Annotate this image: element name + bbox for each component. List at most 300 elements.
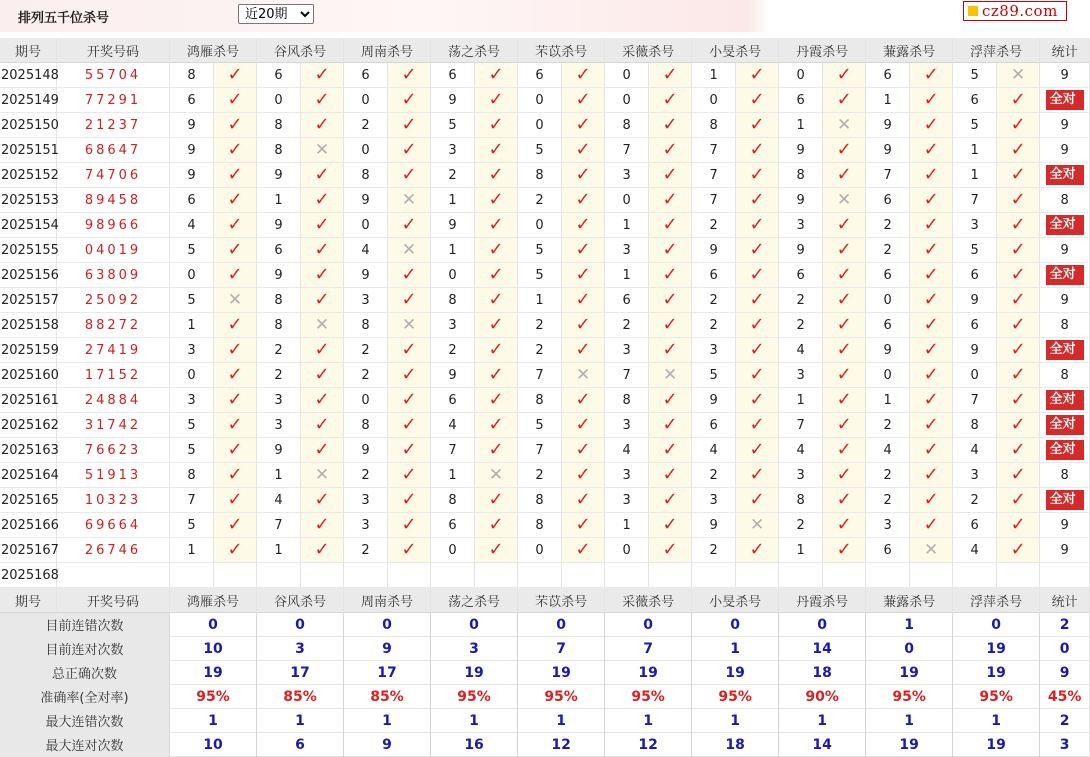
kill-number-cell: 0 [605, 63, 649, 88]
stat-cell: 9 [1040, 63, 1090, 88]
result-mark-cell [388, 438, 431, 463]
draw-number-cell: 31742 [57, 413, 170, 438]
result-mark-cell [301, 213, 344, 238]
stats-value: 19 [170, 661, 257, 685]
kill-number-cell: 6 [170, 188, 214, 213]
result-mark-cell [997, 163, 1040, 188]
stats-label: 目前连对次数 [0, 637, 170, 661]
result-mark-cell [562, 288, 605, 313]
result-mark-cell [388, 63, 431, 88]
kill-number-cell: 8 [518, 488, 562, 513]
check-icon: ✓ [401, 214, 417, 235]
kill-number-cell: 8 [518, 163, 562, 188]
site-logo[interactable] [963, 1, 1067, 21]
stats-value: 95% [953, 685, 1040, 709]
kill-number-cell: 7 [605, 363, 649, 388]
stat-cell [1040, 338, 1090, 363]
kill-number-cell: 3 [953, 463, 997, 488]
all-correct-badge: 全对 [1046, 390, 1084, 410]
result-mark-cell [910, 463, 953, 488]
check-icon: ✓ [662, 439, 678, 460]
check-icon: ✓ [923, 189, 939, 210]
current-kill-number: 6 [692, 563, 736, 588]
stats-value: 3 [431, 637, 518, 661]
stat-cell: 8 [1040, 463, 1090, 488]
result-mark-cell [649, 238, 692, 263]
result-mark-cell [301, 88, 344, 113]
check-icon: ✓ [836, 364, 852, 385]
stat-cell [1040, 413, 1090, 438]
kill-number-cell: 8 [257, 138, 301, 163]
kill-number-cell: 5 [953, 63, 997, 88]
result-mark-cell [823, 213, 866, 238]
stats-value: 0 [431, 613, 518, 637]
result-mark-cell [475, 363, 518, 388]
check-icon: ✓ [749, 414, 765, 435]
result-mark-cell [301, 488, 344, 513]
check-icon: ✓ [314, 89, 330, 110]
check-icon: ✓ [923, 164, 939, 185]
result-mark-cell [649, 313, 692, 338]
stat-cell: 9 [1040, 288, 1090, 313]
result-mark-cell [475, 313, 518, 338]
current-stat-cell [1040, 563, 1090, 588]
result-mark-cell [388, 513, 431, 538]
kill-number-cell: 2 [344, 463, 388, 488]
result-mark-cell [388, 463, 431, 488]
kill-number-cell: 2 [692, 288, 736, 313]
result-mark-cell [562, 263, 605, 288]
kill-number-cell: 2 [605, 313, 649, 338]
col-header-expert: 采薇杀号 [605, 588, 692, 613]
check-icon: ✓ [488, 514, 504, 535]
result-mark-cell [649, 388, 692, 413]
check-icon: ✓ [488, 89, 504, 110]
result-mark-cell [562, 363, 605, 388]
check-icon: ✓ [1010, 139, 1026, 160]
result-mark-cell [910, 163, 953, 188]
result-mark-cell [823, 538, 866, 563]
check-icon: ✓ [749, 264, 765, 285]
check-icon: ✓ [836, 439, 852, 460]
result-mark-cell [736, 363, 779, 388]
period-range-select[interactable] [238, 4, 314, 24]
check-icon: ✓ [749, 164, 765, 185]
col-header-expert: 谷风杀号 [257, 38, 344, 63]
kill-number-cell: 0 [518, 88, 562, 113]
kill-number-cell: 9 [953, 338, 997, 363]
kill-number-cell: 5 [953, 238, 997, 263]
check-icon: ✓ [314, 214, 330, 235]
check-icon: ✓ [1010, 539, 1026, 560]
check-icon: ✓ [662, 114, 678, 135]
result-mark-cell [823, 463, 866, 488]
check-icon: ✓ [227, 214, 243, 235]
check-icon: ✓ [488, 164, 504, 185]
stats-value: 17 [257, 661, 344, 685]
stats-value: 12 [518, 733, 605, 757]
check-icon: ✓ [575, 439, 591, 460]
result-mark-cell [997, 138, 1040, 163]
stats-value: 1 [257, 709, 344, 733]
result-mark-cell [649, 213, 692, 238]
check-icon: ✓ [836, 539, 852, 560]
kill-number-cell: 7 [866, 163, 910, 188]
result-mark-cell [823, 363, 866, 388]
check-icon: ✓ [575, 264, 591, 285]
kill-number-cell: 1 [953, 138, 997, 163]
check-icon: ✓ [923, 139, 939, 160]
period-cell: 2025156 [0, 263, 57, 288]
all-correct-badge: 全对 [1046, 440, 1084, 460]
check-icon: ✓ [1010, 489, 1026, 510]
kill-number-cell: 1 [779, 538, 823, 563]
result-mark-cell [823, 238, 866, 263]
result-mark-cell [736, 413, 779, 438]
stat-cell: 8 [1040, 313, 1090, 338]
kill-number-cell: 2 [866, 213, 910, 238]
col-header-stat: 统计 [1040, 38, 1090, 63]
check-icon: ✓ [923, 514, 939, 535]
kill-number-cell: 2 [344, 538, 388, 563]
kill-number-cell: 0 [866, 288, 910, 313]
stats-value: 1 [866, 613, 953, 637]
stats-value: 1 [779, 709, 866, 733]
stats-value: 1 [518, 709, 605, 733]
all-correct-badge: 全对 [1046, 215, 1084, 235]
kill-number-cell: 2 [431, 163, 475, 188]
check-icon: ✓ [836, 214, 852, 235]
logo-text: cz89.com [982, 2, 1058, 20]
stats-value: 95% [605, 685, 692, 709]
draw-number-cell: 21237 [57, 113, 170, 138]
check-icon: ✓ [749, 139, 765, 160]
check-icon: ✓ [1010, 464, 1026, 485]
result-mark-cell [388, 338, 431, 363]
current-period-cell: 2025168 [0, 563, 57, 588]
result-mark-cell [649, 88, 692, 113]
check-icon: ✓ [401, 164, 417, 185]
result-mark-cell [823, 313, 866, 338]
current-kill-spacer [910, 563, 953, 588]
kill-number-cell: 2 [866, 488, 910, 513]
kill-number-cell: 6 [953, 513, 997, 538]
draw-number-cell: 77291 [57, 88, 170, 113]
period-cell: 2025167 [0, 538, 57, 563]
check-icon: ✓ [749, 89, 765, 110]
table-row [0, 113, 1090, 138]
result-mark-cell [301, 188, 344, 213]
check-icon: ✓ [836, 464, 852, 485]
kill-number-cell: 4 [431, 413, 475, 438]
check-icon: ✓ [488, 289, 504, 310]
kill-number-cell: 0 [257, 88, 301, 113]
result-mark-cell [214, 113, 257, 138]
kill-number-cell: 9 [431, 213, 475, 238]
result-mark-cell [736, 163, 779, 188]
kill-number-cell: 3 [779, 213, 823, 238]
kill-number-cell: 9 [257, 263, 301, 288]
check-icon: ✓ [923, 489, 939, 510]
result-mark-cell [736, 213, 779, 238]
stats-value: 0 [779, 613, 866, 637]
kill-number-cell: 6 [257, 238, 301, 263]
check-icon: ✓ [662, 64, 678, 85]
kill-number-cell: 8 [779, 163, 823, 188]
current-kill-number: 7 [779, 563, 823, 588]
check-icon: ✓ [1010, 414, 1026, 435]
current-kill-spacer [214, 563, 257, 588]
check-icon: ✓ [314, 64, 330, 85]
result-mark-cell [823, 113, 866, 138]
table-row [0, 313, 1090, 338]
kill-number-cell: 3 [170, 338, 214, 363]
check-icon: ✓ [749, 389, 765, 410]
logo-square-icon [968, 6, 978, 16]
current-kill-spacer [649, 563, 692, 588]
kill-number-cell: 8 [344, 163, 388, 188]
kill-number-cell: 6 [431, 513, 475, 538]
check-icon: ✓ [227, 264, 243, 285]
result-mark-cell [388, 163, 431, 188]
stat-cell: 9 [1040, 113, 1090, 138]
stats-label: 最大连错次数 [0, 709, 170, 733]
header-row [0, 38, 1090, 63]
check-icon: ✓ [662, 514, 678, 535]
stats-value: 1 [692, 637, 779, 661]
stats-label: 目前连错次数 [0, 613, 170, 637]
kill-number-cell: 6 [344, 63, 388, 88]
check-icon: ✓ [227, 89, 243, 110]
kill-number-cell: 6 [431, 388, 475, 413]
result-mark-cell [562, 63, 605, 88]
stat-cell [1040, 263, 1090, 288]
result-mark-cell [736, 313, 779, 338]
draw-number-cell: 51913 [57, 463, 170, 488]
result-mark-cell [388, 188, 431, 213]
kill-number-cell: 0 [953, 363, 997, 388]
kill-number-cell: 0 [605, 88, 649, 113]
result-mark-cell [910, 438, 953, 463]
kill-number-cell: 0 [866, 363, 910, 388]
kill-number-cell: 5 [170, 238, 214, 263]
kill-number-cell: 9 [257, 438, 301, 463]
result-mark-cell [475, 338, 518, 363]
result-mark-cell [997, 238, 1040, 263]
result-mark-cell [736, 188, 779, 213]
check-icon: ✓ [923, 464, 939, 485]
period-cell: 2025148 [0, 63, 57, 88]
kill-number-cell: 5 [518, 238, 562, 263]
stat-cell: 9 [1040, 238, 1090, 263]
kill-number-cell: 0 [518, 113, 562, 138]
check-icon: ✓ [836, 514, 852, 535]
result-mark-cell [649, 338, 692, 363]
result-mark-cell [562, 188, 605, 213]
result-mark-cell [214, 163, 257, 188]
kill-number-cell: 1 [257, 463, 301, 488]
result-mark-cell [823, 338, 866, 363]
table-row [0, 263, 1090, 288]
kill-number-cell: 9 [170, 163, 214, 188]
draw-number-cell: 27419 [57, 338, 170, 363]
result-mark-cell [214, 463, 257, 488]
kill-number-cell: 5 [170, 288, 214, 313]
kill-number-cell: 6 [866, 313, 910, 338]
check-icon: ✓ [923, 439, 939, 460]
kill-number-cell: 8 [605, 388, 649, 413]
stats-value: 19 [866, 661, 953, 685]
stats-value: 1 [431, 709, 518, 733]
result-mark-cell [388, 113, 431, 138]
kill-number-cell: 4 [257, 488, 301, 513]
stats-total-value: 2 [1040, 709, 1090, 733]
kill-number-cell: 2 [344, 113, 388, 138]
table-row [0, 338, 1090, 363]
check-icon: ✓ [314, 489, 330, 510]
check-icon: ✓ [923, 214, 939, 235]
kill-number-cell: 6 [779, 263, 823, 288]
stats-value: 6 [257, 733, 344, 757]
result-mark-cell [736, 138, 779, 163]
check-icon: ✓ [836, 89, 852, 110]
period-cell: 2025165 [0, 488, 57, 513]
kill-number-cell: 2 [518, 188, 562, 213]
check-icon: ✓ [227, 314, 243, 335]
kill-number-cell: 2 [431, 338, 475, 363]
period-cell: 2025160 [0, 363, 57, 388]
kill-number-cell: 4 [953, 438, 997, 463]
kill-number-cell: 3 [692, 338, 736, 363]
result-mark-cell [997, 213, 1040, 238]
kill-number-cell: 4 [692, 438, 736, 463]
check-icon: ✓ [314, 364, 330, 385]
result-mark-cell [301, 163, 344, 188]
check-icon: ✓ [836, 64, 852, 85]
stats-value: 85% [344, 685, 431, 709]
current-kill-number: 5 [518, 563, 562, 588]
result-mark-cell [823, 163, 866, 188]
table-row [0, 288, 1090, 313]
kill-number-cell: 5 [518, 413, 562, 438]
stats-value: 1 [344, 709, 431, 733]
check-icon: ✓ [749, 439, 765, 460]
check-icon: ✓ [836, 414, 852, 435]
result-mark-cell [997, 338, 1040, 363]
result-mark-cell [301, 138, 344, 163]
kill-number-cell: 1 [866, 88, 910, 113]
check-icon: ✓ [575, 289, 591, 310]
result-mark-cell [910, 313, 953, 338]
kill-number-cell: 7 [518, 363, 562, 388]
kill-number-cell: 3 [257, 388, 301, 413]
result-mark-cell [388, 488, 431, 513]
check-icon: ✓ [575, 164, 591, 185]
all-correct-badge: 全对 [1046, 165, 1084, 185]
stats-value: 95% [692, 685, 779, 709]
result-mark-cell [823, 288, 866, 313]
kill-number-cell: 8 [518, 513, 562, 538]
check-icon: ✓ [749, 539, 765, 560]
result-mark-cell [649, 113, 692, 138]
kill-number-cell: 9 [866, 138, 910, 163]
check-icon: ✓ [749, 464, 765, 485]
stats-total-value: 0 [1040, 637, 1090, 661]
stat-cell: 8 [1040, 363, 1090, 388]
check-icon: ✓ [488, 314, 504, 335]
check-icon: ✓ [314, 389, 330, 410]
result-mark-cell [475, 288, 518, 313]
kill-number-cell: 1 [953, 163, 997, 188]
result-mark-cell [475, 263, 518, 288]
result-mark-cell [214, 88, 257, 113]
kill-number-cell: 1 [518, 288, 562, 313]
stats-value: 1 [866, 709, 953, 733]
check-icon: ✓ [923, 289, 939, 310]
current-kill-spacer [736, 563, 779, 588]
stat-cell: 9 [1040, 513, 1090, 538]
result-mark-cell [910, 488, 953, 513]
draw-number-cell: 98966 [57, 213, 170, 238]
check-icon: ✓ [662, 164, 678, 185]
kill-number-cell: 1 [431, 463, 475, 488]
kill-number-cell: 2 [692, 213, 736, 238]
kill-number-cell: 1 [605, 513, 649, 538]
stats-value: 7 [518, 637, 605, 661]
check-icon: ✓ [575, 189, 591, 210]
check-icon: ✓ [575, 414, 591, 435]
draw-number-cell: 17152 [57, 363, 170, 388]
kill-number-cell: 6 [518, 63, 562, 88]
kill-number-cell: 4 [170, 213, 214, 238]
result-mark-cell [910, 88, 953, 113]
check-icon: ✓ [836, 164, 852, 185]
check-icon: ✓ [314, 264, 330, 285]
result-mark-cell [736, 388, 779, 413]
check-icon: ✓ [749, 189, 765, 210]
result-mark-cell [649, 463, 692, 488]
kill-number-cell: 3 [344, 513, 388, 538]
kill-number-cell: 3 [605, 238, 649, 263]
kill-number-cell: 7 [170, 488, 214, 513]
kill-number-cell: 0 [605, 538, 649, 563]
kill-number-cell: 1 [257, 538, 301, 563]
result-mark-cell [475, 413, 518, 438]
current-kill-spacer [475, 563, 518, 588]
kill-number-cell: 1 [866, 388, 910, 413]
draw-number-cell: 88272 [57, 313, 170, 338]
col-header-expert: 鸿雁杀号 [170, 38, 257, 63]
check-icon: ✓ [227, 489, 243, 510]
cross-icon: ✕ [401, 189, 417, 210]
result-mark-cell [562, 163, 605, 188]
stats-value: 0 [518, 613, 605, 637]
stats-value: 1 [953, 709, 1040, 733]
result-mark-cell [910, 263, 953, 288]
kill-number-cell: 6 [953, 88, 997, 113]
kill-number-cell: 9 [866, 113, 910, 138]
current-kill-spacer [301, 563, 344, 588]
kill-number-cell: 6 [692, 413, 736, 438]
kill-number-cell: 2 [866, 463, 910, 488]
kill-number-cell: 3 [605, 338, 649, 363]
result-mark-cell [562, 438, 605, 463]
kill-number-cell: 5 [431, 113, 475, 138]
period-cell: 2025152 [0, 163, 57, 188]
kill-number-cell: 6 [866, 538, 910, 563]
result-mark-cell [562, 88, 605, 113]
stats-value: 19 [431, 661, 518, 685]
